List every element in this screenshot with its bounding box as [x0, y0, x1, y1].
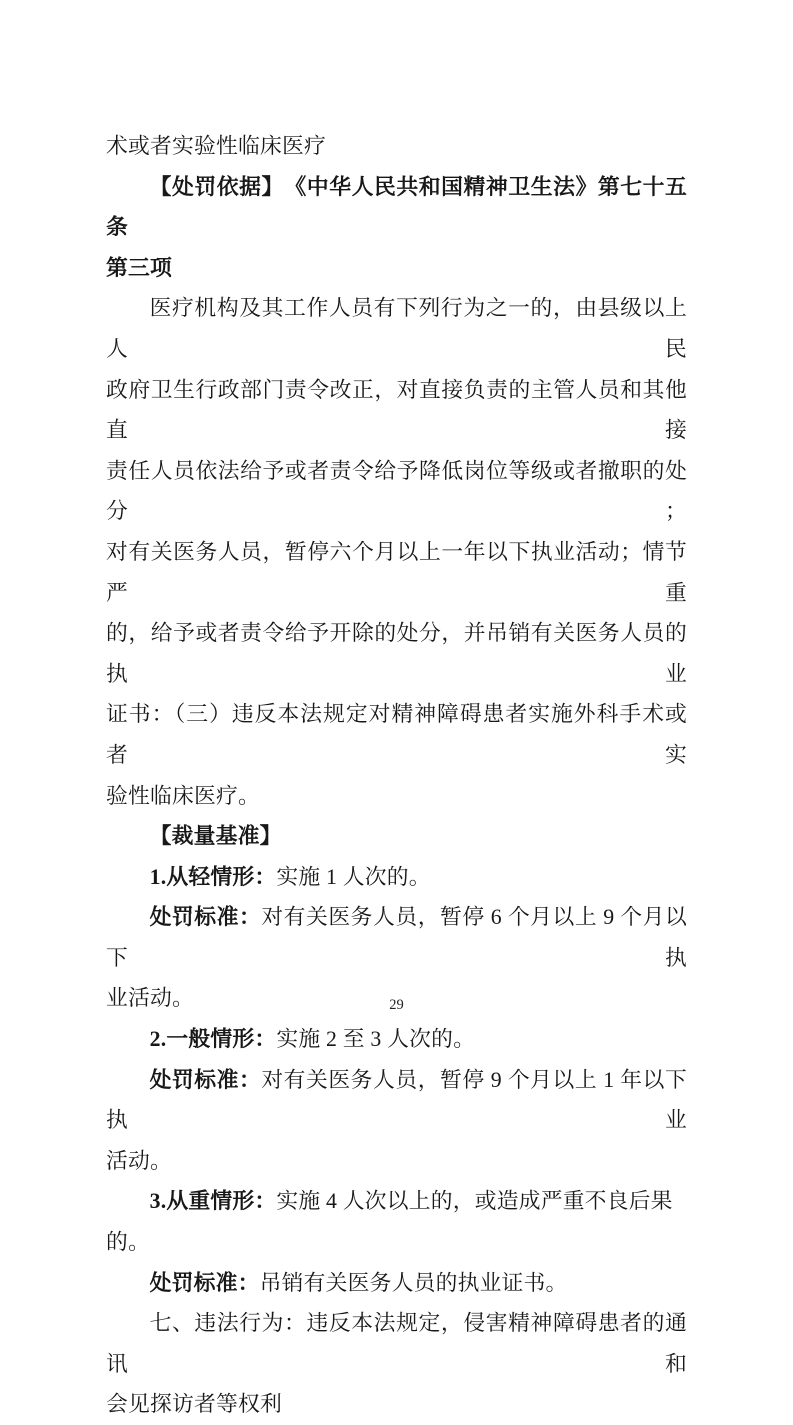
text-line [106, 857, 687, 898]
severe-case-item [106, 1181, 687, 1262]
violation-item-seven [106, 1303, 687, 1425]
lenient-case-item [106, 857, 687, 898]
text-run: 实施 1 人次的。 [276, 864, 431, 889]
text-run: 实施 4 人次以上的，或造成严重不良后果的。 [106, 1189, 673, 1255]
text-run: 活动。 [106, 1148, 172, 1173]
text-run: 证书：（三）违反本法规定对精神障碍患者实施外科手术或者实 [106, 702, 687, 767]
continuation-line [106, 126, 687, 167]
text-line [106, 451, 687, 532]
page-number: 29 [389, 997, 404, 1013]
penalty-basis-heading [106, 167, 687, 289]
document-body [106, 126, 687, 1425]
text-line [106, 370, 687, 451]
text-run: 术或者实验性临床医疗 [106, 134, 326, 158]
text-run: 的，给予或者责令给予开除的处分，并吊销有关医务人员的执业 [106, 621, 687, 686]
page-footer [0, 997, 793, 1014]
general-case-item [106, 1019, 687, 1060]
text-line [106, 248, 687, 289]
text-line [106, 288, 687, 369]
text-run: 政府卫生行政部门责令改正，对直接负责的主管人员和其他直接 [106, 377, 687, 443]
bold-text-run: 处罚标准： [149, 1270, 260, 1295]
text-run: 吊销有关医务人员的执业证书。 [259, 1270, 568, 1295]
text-line [106, 897, 687, 978]
text-run: 验性临床医疗。 [106, 783, 260, 808]
text-line [106, 1181, 687, 1262]
severe-penalty-standard [106, 1263, 687, 1304]
text-run: 业活动。 [106, 986, 194, 1011]
text-run: 会见探访者等权利 [106, 1392, 282, 1417]
text-line [106, 776, 687, 817]
text-run: 对有关医务人员，暂停六个月以上一年以下执业活动；情节严重 [106, 539, 687, 605]
general-penalty-standard [106, 1060, 687, 1182]
bold-text-run: 2.一般情形： [149, 1027, 277, 1052]
bold-text-run: 【处罚依据】 《中华人民共和国精神卫生法》第七十五条 [106, 174, 687, 240]
text-line [106, 167, 687, 248]
text-run: 七、违法行为：违反本法规定，侵害精神障碍患者的通讯和 [106, 1311, 687, 1376]
text-line [106, 1384, 687, 1425]
bold-text-run: 处罚标准： [149, 905, 262, 930]
bold-text-run: 3.从重情形： [149, 1189, 277, 1214]
bold-text-run: 第三项 [106, 255, 172, 280]
text-run: 对有关医务人员，暂停 9 个月以上 1 年以下执业 [106, 1067, 687, 1133]
text-line [106, 532, 687, 613]
text-line [106, 1263, 687, 1304]
text-run: 医疗机构及其工作人员有下列行为之一的，由县级以上人民 [106, 296, 687, 361]
discretion-benchmark-heading [106, 816, 687, 857]
text-line [106, 694, 687, 775]
text-line [106, 613, 687, 694]
text-line [106, 1019, 687, 1060]
text-line [106, 126, 687, 167]
text-line [106, 1303, 687, 1384]
bold-text-run: 1.从轻情形： [149, 864, 277, 889]
text-line [106, 1060, 687, 1141]
text-line [106, 1141, 687, 1182]
law-excerpt-paragraph [106, 288, 687, 816]
text-run: 实施 2 至 3 人次的。 [276, 1027, 476, 1052]
text-line [106, 816, 687, 857]
bold-text-run: 【裁量基准】 [149, 824, 282, 849]
text-run: 责任人员依法给予或者责令给予降低岗位等级或者撤职的处分； [106, 458, 687, 524]
text-run: 对有关医务人员，暂停 6 个月以上 9 个月以下执 [106, 905, 687, 970]
bold-text-run: 处罚标准： [149, 1067, 262, 1092]
